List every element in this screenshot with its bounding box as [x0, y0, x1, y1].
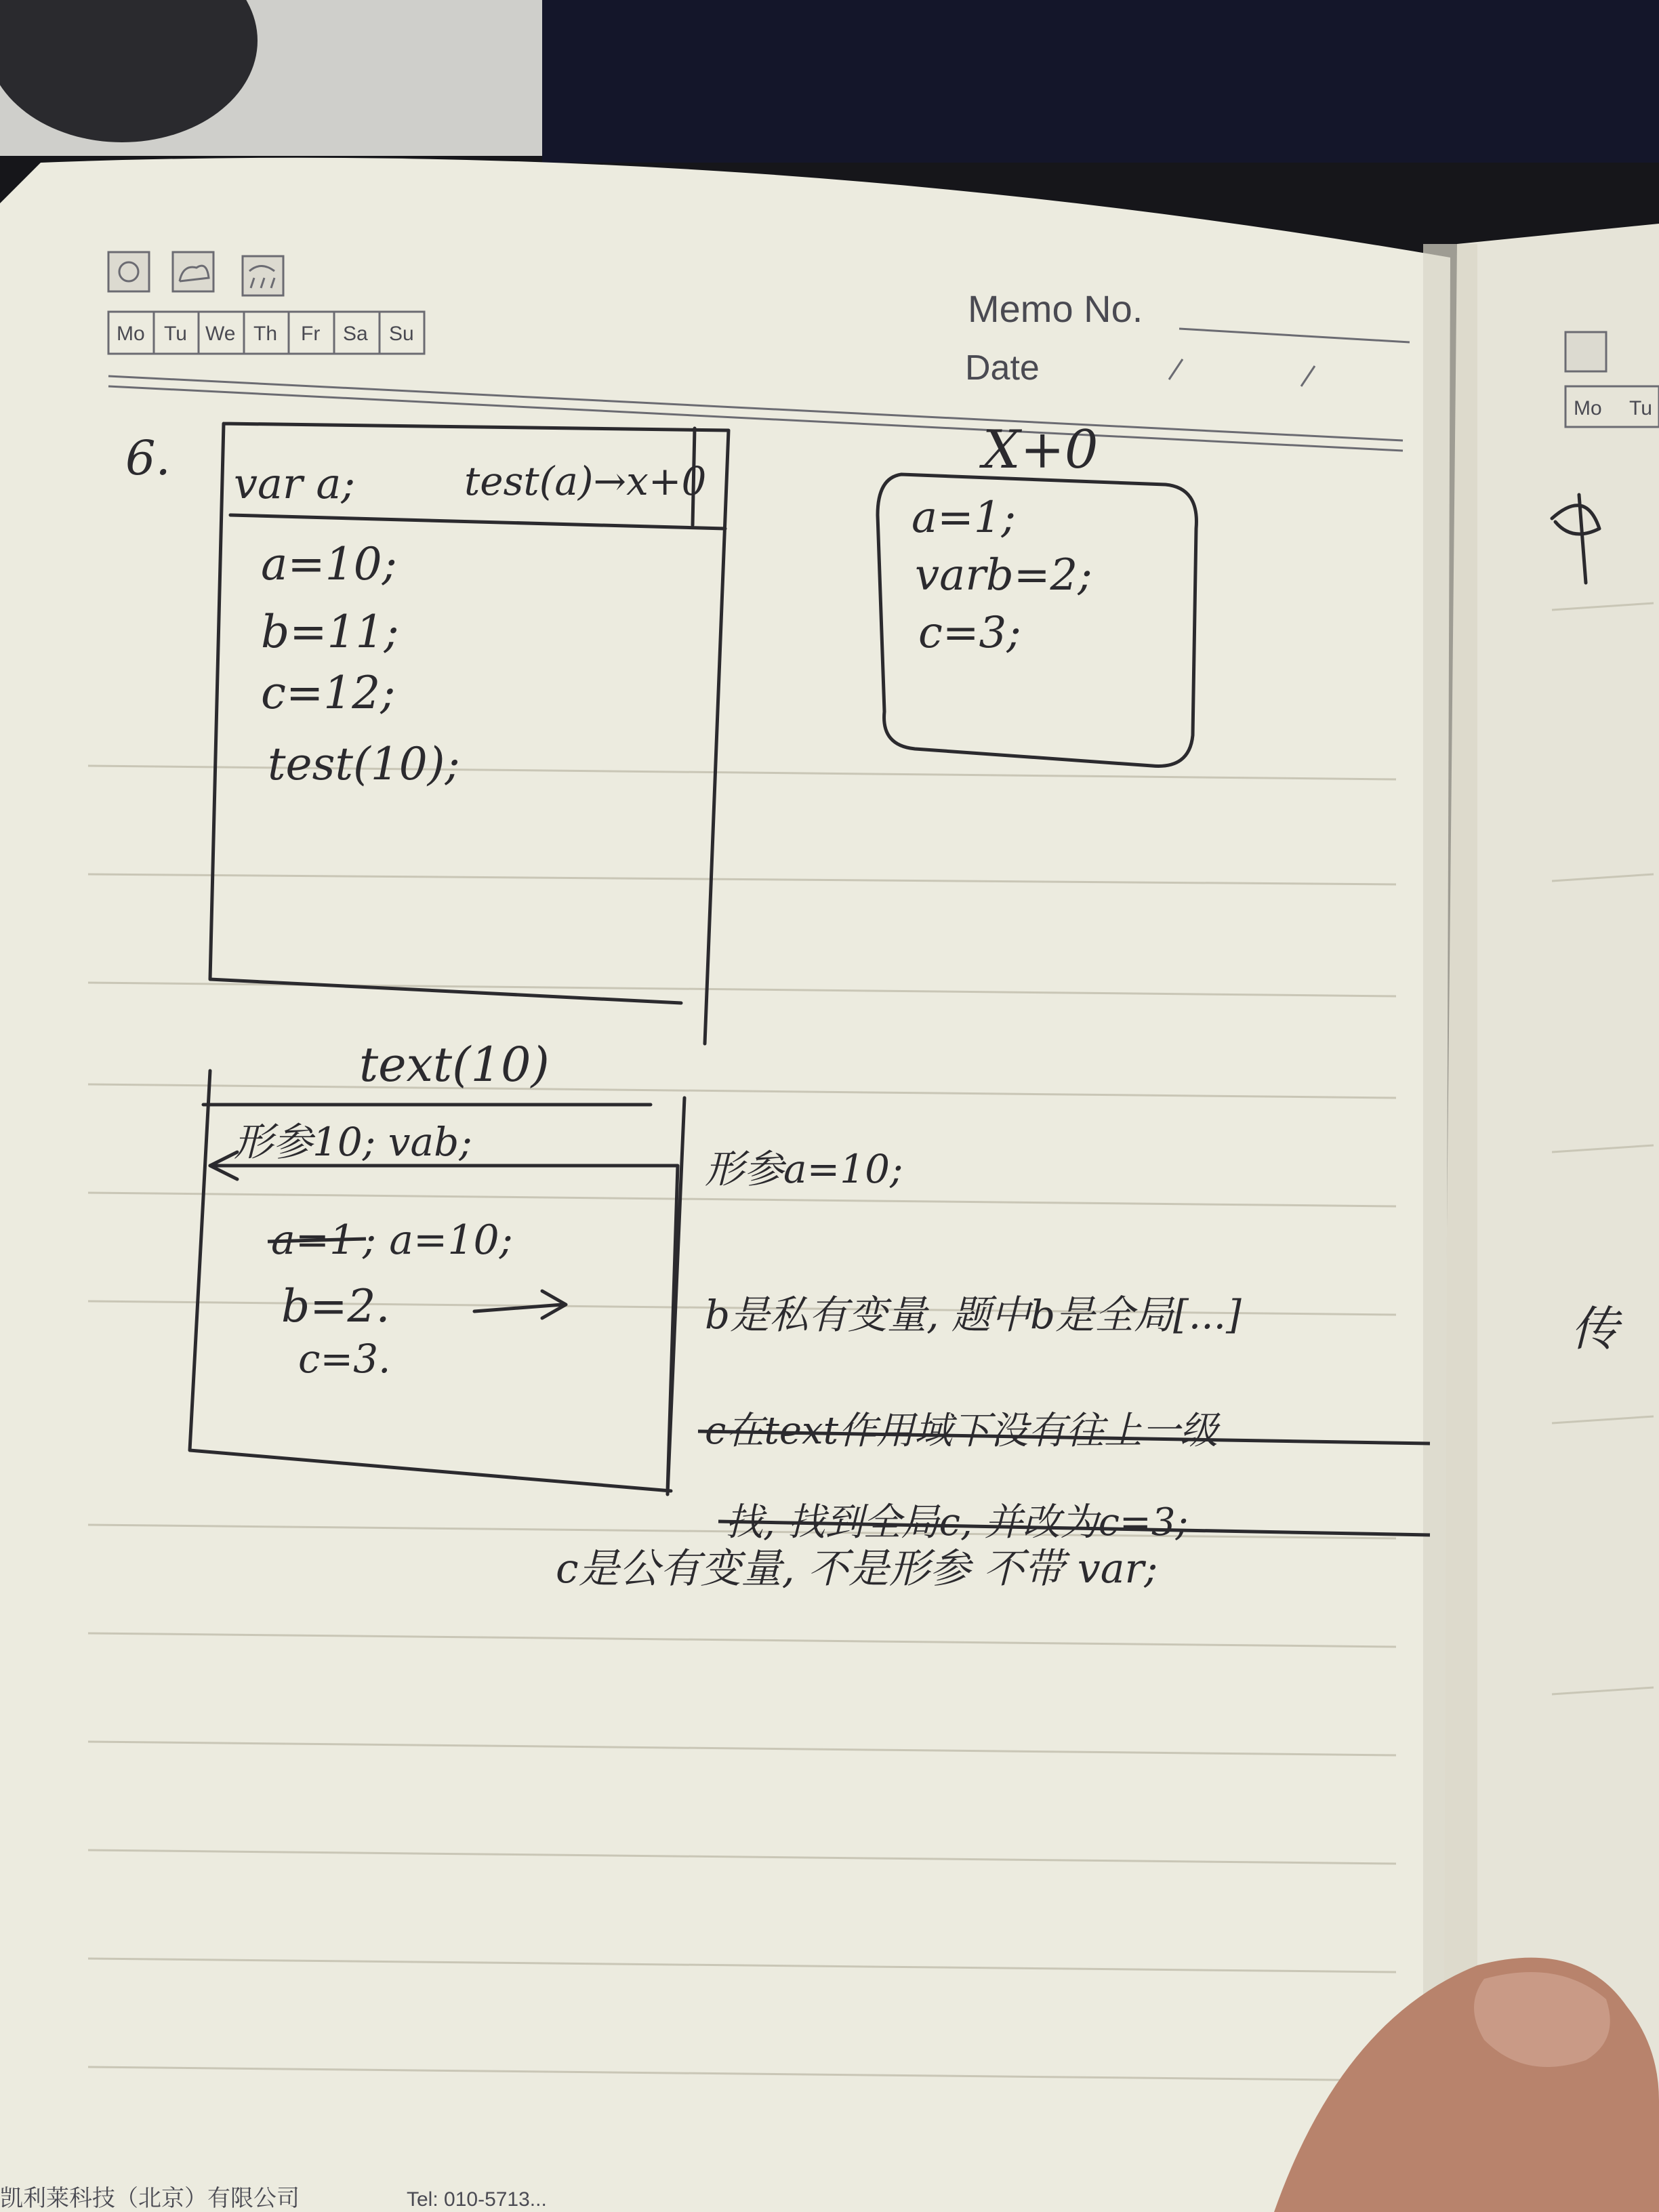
- memo-label: Memo No.: [968, 287, 1143, 330]
- right-page-text: 传: [1571, 1301, 1618, 1357]
- test-line-3: c=3.: [298, 1336, 391, 1382]
- page-spine: [1423, 244, 1477, 2212]
- test-header: 形参10; vab;: [234, 1119, 472, 1165]
- weather-icons: [108, 252, 283, 295]
- global-header-left: var a;: [234, 459, 356, 508]
- weekday-th: Th: [253, 323, 278, 345]
- test-line-1-struck: a=1: [271, 1216, 356, 1264]
- weekday-su: Su: [389, 323, 414, 345]
- test-line-1-rest: ; a=10;: [363, 1216, 513, 1264]
- x-line-2: varb=2;: [915, 550, 1092, 600]
- weekday-tu: Tu: [164, 323, 187, 345]
- x-line-3: c=3;: [918, 608, 1021, 658]
- annotation-c-public: c是公有变量, 不是形参 不带 var;: [556, 1545, 1158, 1593]
- global-header-right: test(a)→x+0: [464, 458, 707, 504]
- global-line-3: c=12;: [261, 667, 396, 719]
- weekday-we: We: [205, 323, 236, 345]
- right-weekday-mo: Mo: [1574, 397, 1602, 419]
- global-line-4: test(10);: [268, 738, 460, 790]
- annotation-struck-2: 找, 找到全局c, 并改为c=3;: [725, 1500, 1189, 1544]
- footer-tel: Tel: 010-5713...: [407, 2188, 547, 2211]
- global-line-2: b=11;: [261, 606, 399, 658]
- right-page-icon: [1565, 332, 1606, 371]
- footer-publisher: 凯利莱科技（北京）有限公司: [0, 2186, 300, 2211]
- annotation-struck-1: c在text作用域下没有往上一级: [705, 1409, 1218, 1453]
- weekday-mo: Mo: [117, 323, 145, 345]
- x-line-1: a=1;: [912, 493, 1017, 543]
- weekday-fr: Fr: [301, 323, 321, 345]
- annotation-b-private: b是私有变量, 题中b是全局[...]: [705, 1292, 1242, 1338]
- item-number: 6.: [125, 430, 171, 486]
- test-scope-label: text(10): [359, 1037, 550, 1092]
- global-line-1: a=10;: [261, 538, 397, 590]
- test-line-2: b=2.: [281, 1280, 390, 1332]
- right-weekday-tu: Tu: [1629, 397, 1652, 419]
- x-scope-label: X+0: [983, 419, 1099, 480]
- annotation-param: 形参a=10;: [705, 1146, 903, 1192]
- laptop-edge: [542, 0, 1659, 163]
- weekday-sa: Sa: [343, 323, 368, 345]
- date-label: Date: [965, 348, 1040, 388]
